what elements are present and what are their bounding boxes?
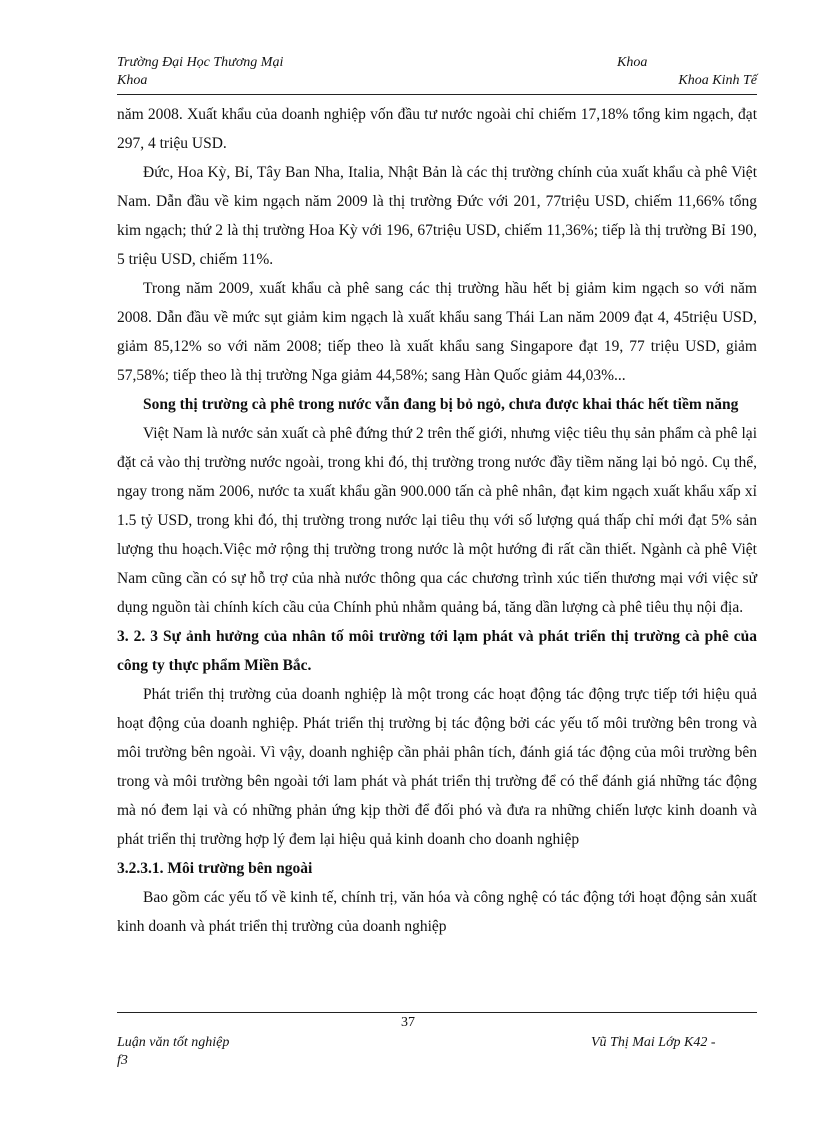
section-heading-3-2-3: 3. 2. 3 Sự ảnh hưởng của nhân tố môi trường tới lạm phát và phát triển thị trường cà phê của công ty thực phẩm Miền Bắc. [117, 628, 757, 674]
paragraph-4: Việt Nam là nước sản xuất cà phê đứng thứ 2 trên thế giới, nhưng việc tiêu thụ sản phẩm cà phê lại đặt cả vào thị trường nước ngoài, trong khi đó, thị trường trong nước đầy tiềm năng lại bỏ ngỏ. Cụ thể, ngay trong năm 2006, nước ta xuất khẩu gần 900.000 tấn cà phê nhân, đạt kim ngạch xuất khẩu xấp xỉ 1.5 tỷ USD, trong khi đó, thị trường trong nước lại tiêu thụ với số lượng quá thấp chỉ mới đạt 5% sản lượng thu hoạch.Việc mở rộng thị trường trong nước là một hướng đi rất cần thiết. Ngành cà phê Việt Nam cũng cần có sự hỗ trợ của nhà nước thông qua các chương trình xúc tiến thương mại với việc sử dụng nguồn tài chính kích cầu của Chính phủ nhằm quảng bá, tăng dần lượng cà phê tiêu thụ nội địa. [117, 425, 757, 616]
page-body [117, 100, 757, 941]
header-university: Trường Đại Học Thương Mại [117, 55, 284, 70]
header-faculty-name: Khoa Kinh Tế [678, 73, 757, 88]
header-divider [117, 94, 757, 95]
header-faculty-label: Khoa [617, 55, 648, 70]
header-faculty-label-left: Khoa [117, 73, 148, 88]
page-footer [117, 1034, 757, 1074]
paragraph-6: Bao gồm các yếu tố về kinh tế, chính trị, văn hóa và công nghệ có tác động tới hoạt động sản xuất kinh doanh và phát triển thị trường của doanh nghiệp [117, 889, 757, 935]
section-heading-3-2-3-1: 3.2.3.1. Môi trường bên ngoài [117, 860, 313, 877]
footer-thesis-label: Luận văn tốt nghiệp [117, 1035, 230, 1050]
footer-class-code: f3 [117, 1053, 128, 1068]
paragraph-2: Đức, Hoa Kỳ, Bỉ, Tây Ban Nha, Italia, Nhật Bản là các thị trường chính của xuất khẩu cà phê Việt Nam. Dẫn đầu về kim ngạch năm 2009 là thị trường Đức với 201, 77triệu USD, chiếm 11,66% tổng kim ngạch; thứ 2 là thị trường Hoa Kỳ với 196, 67triệu USD, chiếm 11,36%; tiếp là thị trường Bỉ 190, 5 triệu USD, chiếm 11%. [117, 164, 757, 268]
footer-divider [117, 1012, 757, 1013]
paragraph-1: năm 2008. Xuất khẩu của doanh nghiệp vốn đầu tư nước ngoài chỉ chiếm 17,18% tổng kim ngạch, đạt 297, 4 triệu USD. [117, 106, 757, 152]
bold-subheading: Song thị trường cà phê trong nước vẫn đang bị bỏ ngỏ, chưa được khai thác hết tiềm năng [143, 396, 739, 413]
page-header [117, 54, 757, 94]
paragraph-3: Trong năm 2009, xuất khẩu cà phê sang các thị trường hầu hết bị giảm kim ngạch so với năm 2008. Dẫn đầu về mức sụt giảm kim ngạch là xuất khẩu sang Thái Lan năm 2009 đạt 4, 45triệu USD, giảm 85,12% so với năm 2008; tiếp theo là xuất khẩu sang Singapore đạt 19, 77 triệu USD, giảm 57,58%; tiếp theo là thị trường Nga giảm 44,58%; sang Hàn Quốc giảm 44,03%... [117, 280, 757, 384]
paragraph-5: Phát triển thị trường của doanh nghiệp là một trong các hoạt động tác động trực tiếp tới hiệu quả hoạt động của doanh nghiệp. Phát triển thị trường bị tác động bởi các yếu tố môi trường bên trong và môi trường bên ngoài. Vì vậy, doanh nghiệp cần phải phân tích, đánh giá tác động của môi trường bên trong và môi trường bên ngoài tới lam phát và phát triển thị trường để có thể đánh giá những tác động mà nó đem lại và có những phản ứng kịp thời để đối phó và đưa ra những chiến lược kinh doanh và phát triển thị trường hợp lý đem lại hiệu quả kinh doanh cho doanh nghiệp [117, 686, 757, 848]
page-number: 37 [401, 1015, 415, 1030]
footer-author: Vũ Thị Mai Lớp K42 - [591, 1035, 716, 1050]
